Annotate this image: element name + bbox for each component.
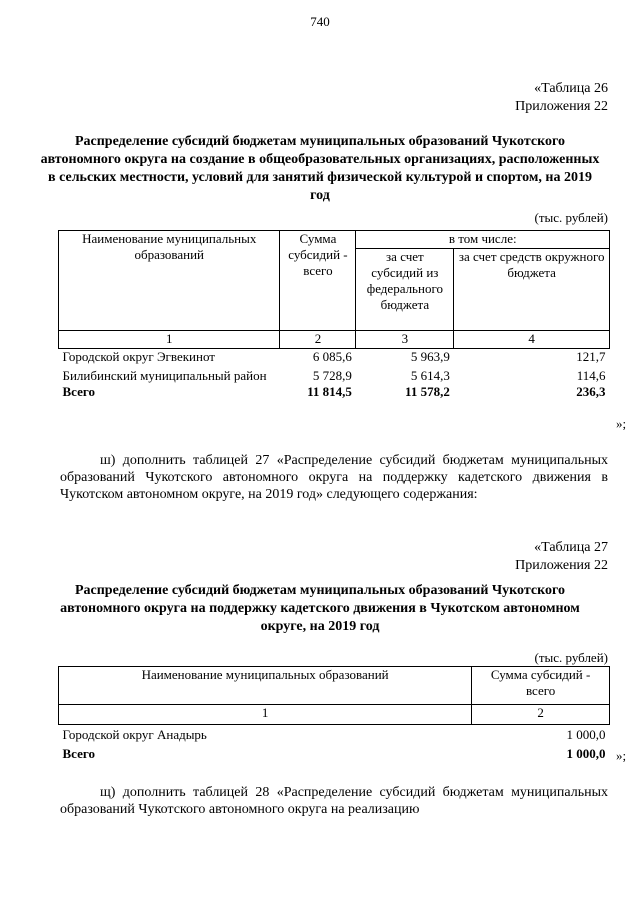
table26-colnum-1: 1 xyxy=(59,331,280,349)
row-federal: 5 614,3 xyxy=(410,368,450,383)
table-row xyxy=(59,349,610,366)
table26-header-incl: в том числе: xyxy=(356,231,610,249)
table26-closing: »; xyxy=(616,416,627,431)
table27-colnum-2: 2 xyxy=(472,705,610,725)
total-district: 236,3 xyxy=(576,384,606,399)
row-federal: 5 963,9 xyxy=(410,349,450,364)
total-label: Всего xyxy=(62,746,95,761)
table27-header-total: Сумма субсидий - всего xyxy=(472,667,610,705)
row-total: 5 728,9 xyxy=(312,368,352,383)
table26-header-name: Наименование муниципальных образований xyxy=(59,231,280,331)
table27-header-name: Наименование муниципальных образований xyxy=(59,667,472,705)
paragraph-shch xyxy=(60,784,608,818)
total-sum: 11 814,5 xyxy=(307,384,352,399)
table-row xyxy=(59,365,610,384)
table26-unit: (тыс. рублей) xyxy=(534,210,608,225)
row-name: Билибинский муниципальный район xyxy=(62,368,267,383)
table26-reference xyxy=(515,80,608,116)
table27-reference xyxy=(515,539,608,575)
table26-header-district: за счет средств окружного бюджета xyxy=(454,249,610,331)
table26-ref-line1: «Таблица 26 xyxy=(534,81,608,96)
table27-ref-line1: «Таблица 27 xyxy=(534,540,608,555)
paragraph-sh-text: ш) дополнить таблицей 27 «Распределение субсидий бюджетам муниципальных образований Чукотского автономного округа на поддержку кадетского движения в Чукотском автономном округе, на 2019 год» следующего содержания: xyxy=(60,453,608,502)
table26-colnum-4: 4 xyxy=(454,331,610,349)
total-label: Всего xyxy=(62,384,95,399)
table27-title: Распределение субсидий бюджетам муниципальных образований Чукотского автономного округа на поддержку кадетского движения в Чукотском автономном округе, на 2019 год xyxy=(60,583,580,634)
table27-total-row xyxy=(59,743,610,762)
table26 xyxy=(58,230,610,400)
table27 xyxy=(58,666,610,762)
table27-colnum-1: 1 xyxy=(59,705,472,725)
table26-ref-line2: Приложения 22 xyxy=(515,99,608,114)
table-row xyxy=(59,725,610,744)
table27-closing: »; xyxy=(616,748,627,763)
table26-colnum-3: 3 xyxy=(356,331,454,349)
table27-ref-line2: Приложения 22 xyxy=(515,558,608,573)
row-total: 1 000,0 xyxy=(566,727,606,742)
table26-title: Распределение субсидий бюджетам муниципальных образований Чукотского автономного округа на создание в общеобразовательных организациях, расположенных в сельских местности, условий для занятий физической культурой и спортом, на 2019 год xyxy=(40,134,600,203)
table27-unit: (тыс. рублей) xyxy=(534,650,608,665)
table26-colnum-2: 2 xyxy=(280,331,356,349)
row-total: 6 085,6 xyxy=(312,349,352,364)
paragraph-shch-text: щ) дополнить таблицей 28 «Распределение субсидий бюджетам муниципальных образований Чукотского автономного округа на реализацию xyxy=(60,785,608,817)
table26-header-federal: за счет субсидий из федерального бюджета xyxy=(356,249,454,331)
paragraph-sh xyxy=(60,452,608,503)
row-name: Городской округ Эгвекинот xyxy=(62,349,215,364)
row-name: Городской округ Анадырь xyxy=(62,727,207,742)
total-sum: 1 000,0 xyxy=(566,746,606,761)
table26-total-row xyxy=(59,384,610,400)
total-federal: 11 578,2 xyxy=(405,384,450,399)
row-district: 121,7 xyxy=(576,349,606,364)
table26-header-total: Сумма субсидий - всего xyxy=(280,231,356,331)
page-number: 740 xyxy=(310,14,330,29)
row-district: 114,6 xyxy=(576,368,606,383)
